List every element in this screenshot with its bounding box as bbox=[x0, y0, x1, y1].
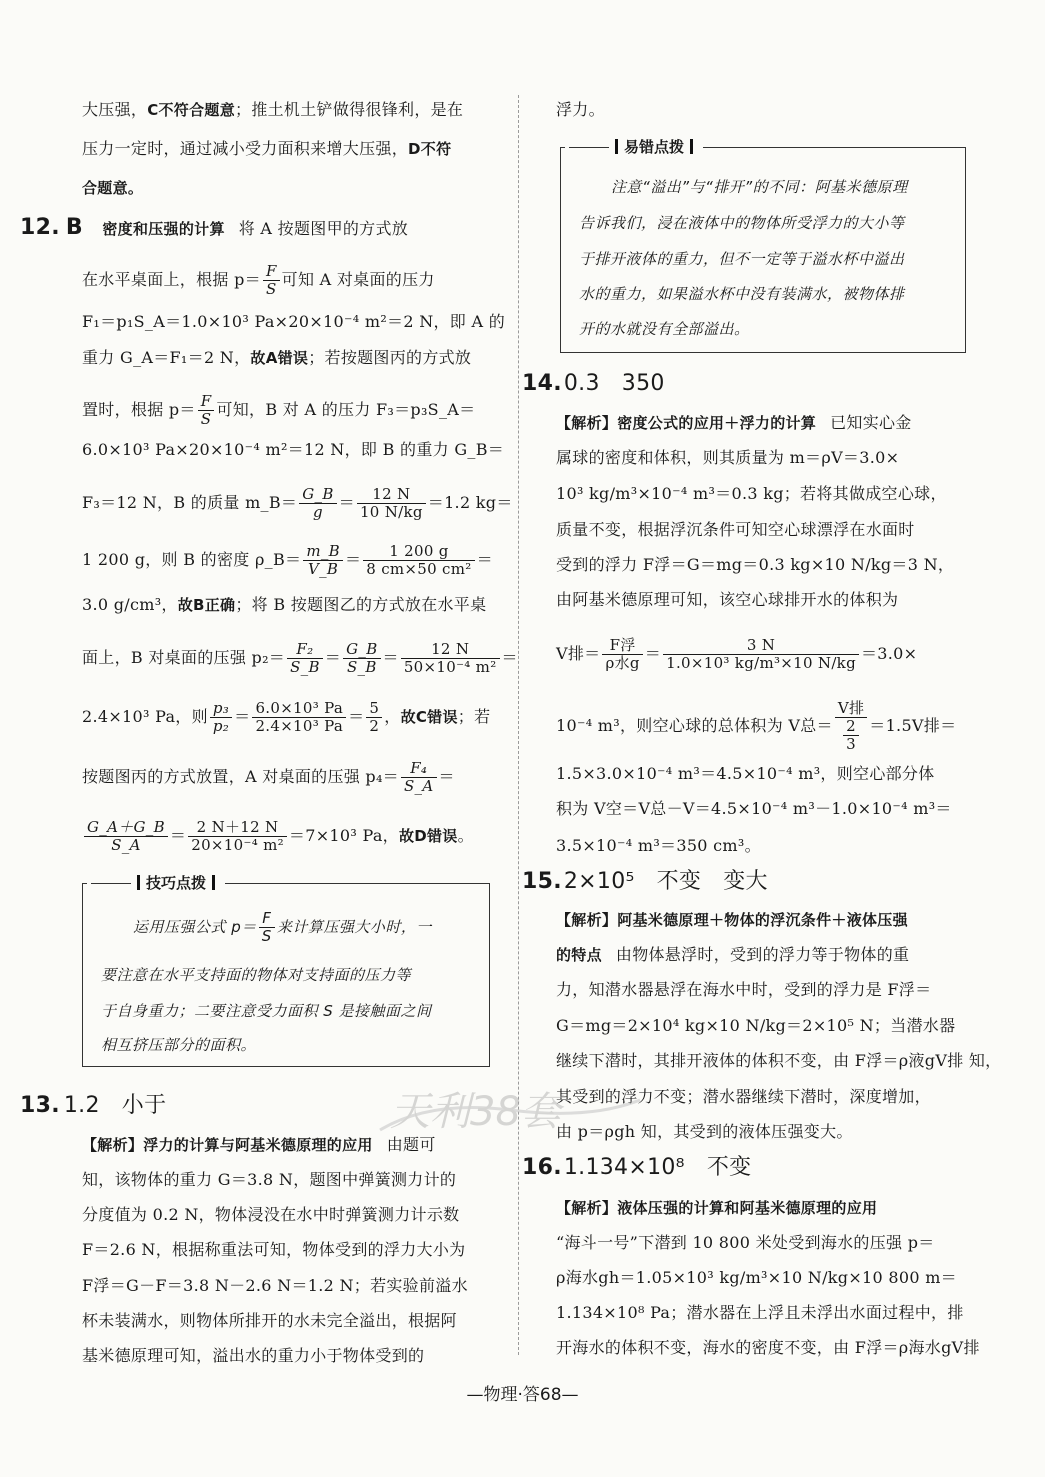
text-line: 10³ kg/m³×10⁻⁴ m³＝0.3 kg；若将其做成空心球， bbox=[556, 484, 947, 503]
text-line: 其受到的浮力不变；潜水器继续下潜时，深度增加， bbox=[556, 1087, 931, 1106]
text-line: 3.0 g/cm³，故B正确；将 B 按题图乙的方式放在水平桌 bbox=[82, 595, 487, 614]
page-footer: —物理·答68— bbox=[466, 1385, 579, 1405]
question-16-heading: 16.1.134×10⁸ 不变 bbox=[522, 1155, 752, 1180]
error-tip-box-title: 易错点拨 bbox=[565, 136, 703, 157]
question-13-heading: 13. 1.2 小于 bbox=[20, 1093, 167, 1118]
text-line: 力，知潜水器悬浮在海水中时，受到的浮力是 F浮＝ bbox=[556, 980, 932, 999]
text-line: 属球的密度和体积，则其质量为 m＝ρV＝3.0× bbox=[556, 448, 900, 467]
tip-box bbox=[82, 874, 490, 1067]
text-line: 10⁻⁴ m³，则空心球的总体积为 V总＝ $\frac{\text{V排}}{\frac{2}{3}}$ ＝1.5V排＝ bbox=[556, 699, 957, 753]
text-line: “海斗一号”下潜到 10 800 米处受到海水的压强 p＝ bbox=[556, 1233, 935, 1252]
text-line: 由 p＝ρgh 知，其受到的液体压强变大。 bbox=[556, 1122, 853, 1141]
text-line: 压力一定时，通过减小受力面积来增大压强，D不符 bbox=[82, 139, 452, 158]
tip-line: 运用压强公式 p＝ $\frac{F}{S}$ 来计算压强大小时，一 bbox=[133, 909, 432, 945]
question-14-heading: 14.0.3 350 bbox=[522, 371, 665, 396]
text-line: 由阿基米德原理可知，该空心球排开水的体积为 bbox=[556, 590, 899, 609]
text-line: $\frac{G\_A+G\_B}{S\_A}$ ＝ $\frac{2 N+12 N}{\text{20×10⁻⁴ m²}}$ ＝7×10³ Pa，故D错误。 bbox=[82, 819, 474, 854]
text-line: 重力 G_A＝F₁＝2 N，故A错误；若按题图丙的方式放 bbox=[82, 348, 472, 367]
text-line: 浮力。 bbox=[556, 100, 605, 119]
text-line: 【解析】密度公式的应用＋浮力的计算 已知实心金 bbox=[556, 413, 912, 432]
text-line: F₃＝12 N，B 的质量 m_B＝ $\frac{G\_B}{g}$ ＝ $\frac{12 N}{10 N/kg}$ ＝1.2 kg＝ bbox=[82, 485, 513, 521]
text-line: 1.5×3.0×10⁻⁴ m³＝4.5×10⁻⁴ m³，则空心部分体 bbox=[556, 764, 935, 783]
text-line: 知，该物体的重力 G＝3.8 N，题图中弹簧测力计的 bbox=[82, 1170, 457, 1189]
error-tip-box bbox=[560, 138, 966, 353]
tip-box-title: 技巧点拨 bbox=[87, 872, 225, 893]
text-line: F₁＝p₁S_A＝1.0×10³ Pa×20×10⁻⁴ m²＝2 N，即 A 的 bbox=[82, 312, 506, 331]
error-tip-line: 于排开液体的重力，但不一定等于溢水杯中溢出 bbox=[579, 250, 905, 268]
question-15-heading: 15.2×10⁵ 不变 变大 bbox=[522, 869, 768, 894]
text-line: 【解析】浮力的计算与阿基米德原理的应用 由题可 bbox=[82, 1135, 436, 1154]
text-line: F浮＝G－F＝3.8 N－2.6 N＝1.2 N；若实验前溢水 bbox=[82, 1276, 468, 1295]
text-line: F＝2.6 N，根据称重法可知，物体受到的浮力大小为 bbox=[82, 1240, 466, 1259]
error-tip-line: 水的重力，如果溢水杯中没有装满水，被物体排 bbox=[579, 285, 905, 303]
tip-line: 于自身重力；二要注意受力面积 S 是接触面之间 bbox=[101, 1002, 432, 1020]
text-line: 【解析】阿基米德原理＋物体的浮沉条件＋液体压强 bbox=[556, 911, 908, 929]
text-line: 基米德原理可知，溢出水的重力小于物体受到的 bbox=[82, 1346, 425, 1365]
text-line: 积为 V空＝V总－V＝4.5×10⁻⁴ m³－1.0×10⁻⁴ m³＝ bbox=[556, 799, 952, 818]
text-line: 受到的浮力 F浮＝G＝mg＝0.3 kg×10 N/kg＝3 N， bbox=[556, 555, 955, 574]
text-line: 开海水的体积不变，海水的密度不变，由 F浮＝ρ海水gV排 bbox=[556, 1338, 980, 1357]
text-line: V排＝ $\frac{\text{F浮}}{\text{ρ水g}}$ ＝ $\frac{3 N}{\text{1.0×10³ kg/m³×10 N/kg}}$ ＝3.0× bbox=[556, 636, 918, 672]
text-line: 1 200 g，则 B 的密度 ρ_B＝ $\frac{m\_B}{V\_B}$ ＝ $\frac{1 200 g}{\text{8 cm×50 cm²}}$ ＝ bbox=[82, 542, 493, 578]
question-12-heading: 12. B 密度和压强的计算 将 A 按题图甲的方式放 bbox=[20, 215, 409, 240]
tip-line: 要注意在水平支持面的物体对支持面的压力等 bbox=[101, 966, 412, 984]
text-line: 置时，根据 p＝ $\frac{F}{S}$ 可知，B 对 A 的压力 F₃＝p₃S_A＝ bbox=[82, 392, 476, 428]
text-line: 质量不变，根据浮沉条件可知空心球漂浮在水面时 bbox=[556, 520, 915, 539]
text-line: 6.0×10³ Pa×20×10⁻⁴ m²＝12 N，即 B 的重力 G_B＝ bbox=[82, 440, 505, 459]
text-line: 合题意。 bbox=[82, 179, 144, 197]
text-line: 面上，B 对桌面的压强 p₂＝ $\frac{\text{F₂}}{S\_B}$ ＝ $\frac{G\_B}{S\_B}$ ＝ $\frac{12 N}{\text{50×10⁻⁴ m²}}$ ＝ bbox=[82, 640, 518, 676]
text-line: 继续下潜时，其排开液体的体积不变，由 F浮＝ρ液gV排 知， bbox=[556, 1051, 1002, 1070]
text-line: 大压强，C不符合题意；推土机土铲做得很锋利，是在 bbox=[82, 100, 464, 119]
watermark-logo bbox=[370, 1070, 650, 1150]
text-line: 3.5×10⁻⁴ m³＝350 cm³。 bbox=[556, 836, 761, 855]
text-line: 按题图丙的方式放置，A 对桌面的压强 p₄＝ $\frac{\text{F₄}}{S\_A}$ ＝ bbox=[82, 759, 455, 795]
error-tip-line: 告诉我们，浸在液体中的物体所受浮力的大小等 bbox=[579, 214, 905, 232]
text-line: ρ海水gh＝1.05×10³ kg/m³×10 N/kg×10 800 m＝ bbox=[556, 1268, 957, 1287]
error-tip-line: 开的水就没有全部溢出。 bbox=[579, 320, 750, 338]
column-divider bbox=[518, 95, 519, 1355]
text-line: 2.4×10³ Pa，则 $\frac{\text{p₃}}{\text{p₂}}$ ＝ $\frac{\text{6.0×10³ Pa}}{\text{2.4×10³ Pa}}$ ＝ $\frac{5}{2}$ ，故C错误；若 bbox=[82, 699, 491, 735]
watermark-text: 天利38套 bbox=[390, 1089, 561, 1135]
text-line: 的特点 由物体悬浮时，受到的浮力等于物体的重 bbox=[556, 945, 910, 964]
text-line: 在水平桌面上，根据 p＝ $\frac{F}{S}$ 可知 A 对桌面的压力 bbox=[82, 262, 435, 298]
text-line: 1.134×10⁸ Pa；潜水器在上浮且未浮出水面过程中，排 bbox=[556, 1303, 964, 1322]
text-line: G＝mg＝2×10⁴ kg×10 N/kg＝2×10⁵ N；当潜水器 bbox=[556, 1016, 956, 1035]
text-line: 杯未装满水，则物体所排开的水未完全溢出，根据阿 bbox=[82, 1311, 457, 1330]
tip-line: 相互挤压部分的面积。 bbox=[101, 1036, 257, 1054]
text-line: 分度值为 0.2 N，物体浸没在水中时弹簧测力计示数 bbox=[82, 1205, 460, 1224]
text-line: 【解析】液体压强的计算和阿基米德原理的应用 bbox=[556, 1199, 878, 1217]
error-tip-line: 注意“溢出”与“排开”的不同：阿基米德原理 bbox=[611, 178, 908, 196]
